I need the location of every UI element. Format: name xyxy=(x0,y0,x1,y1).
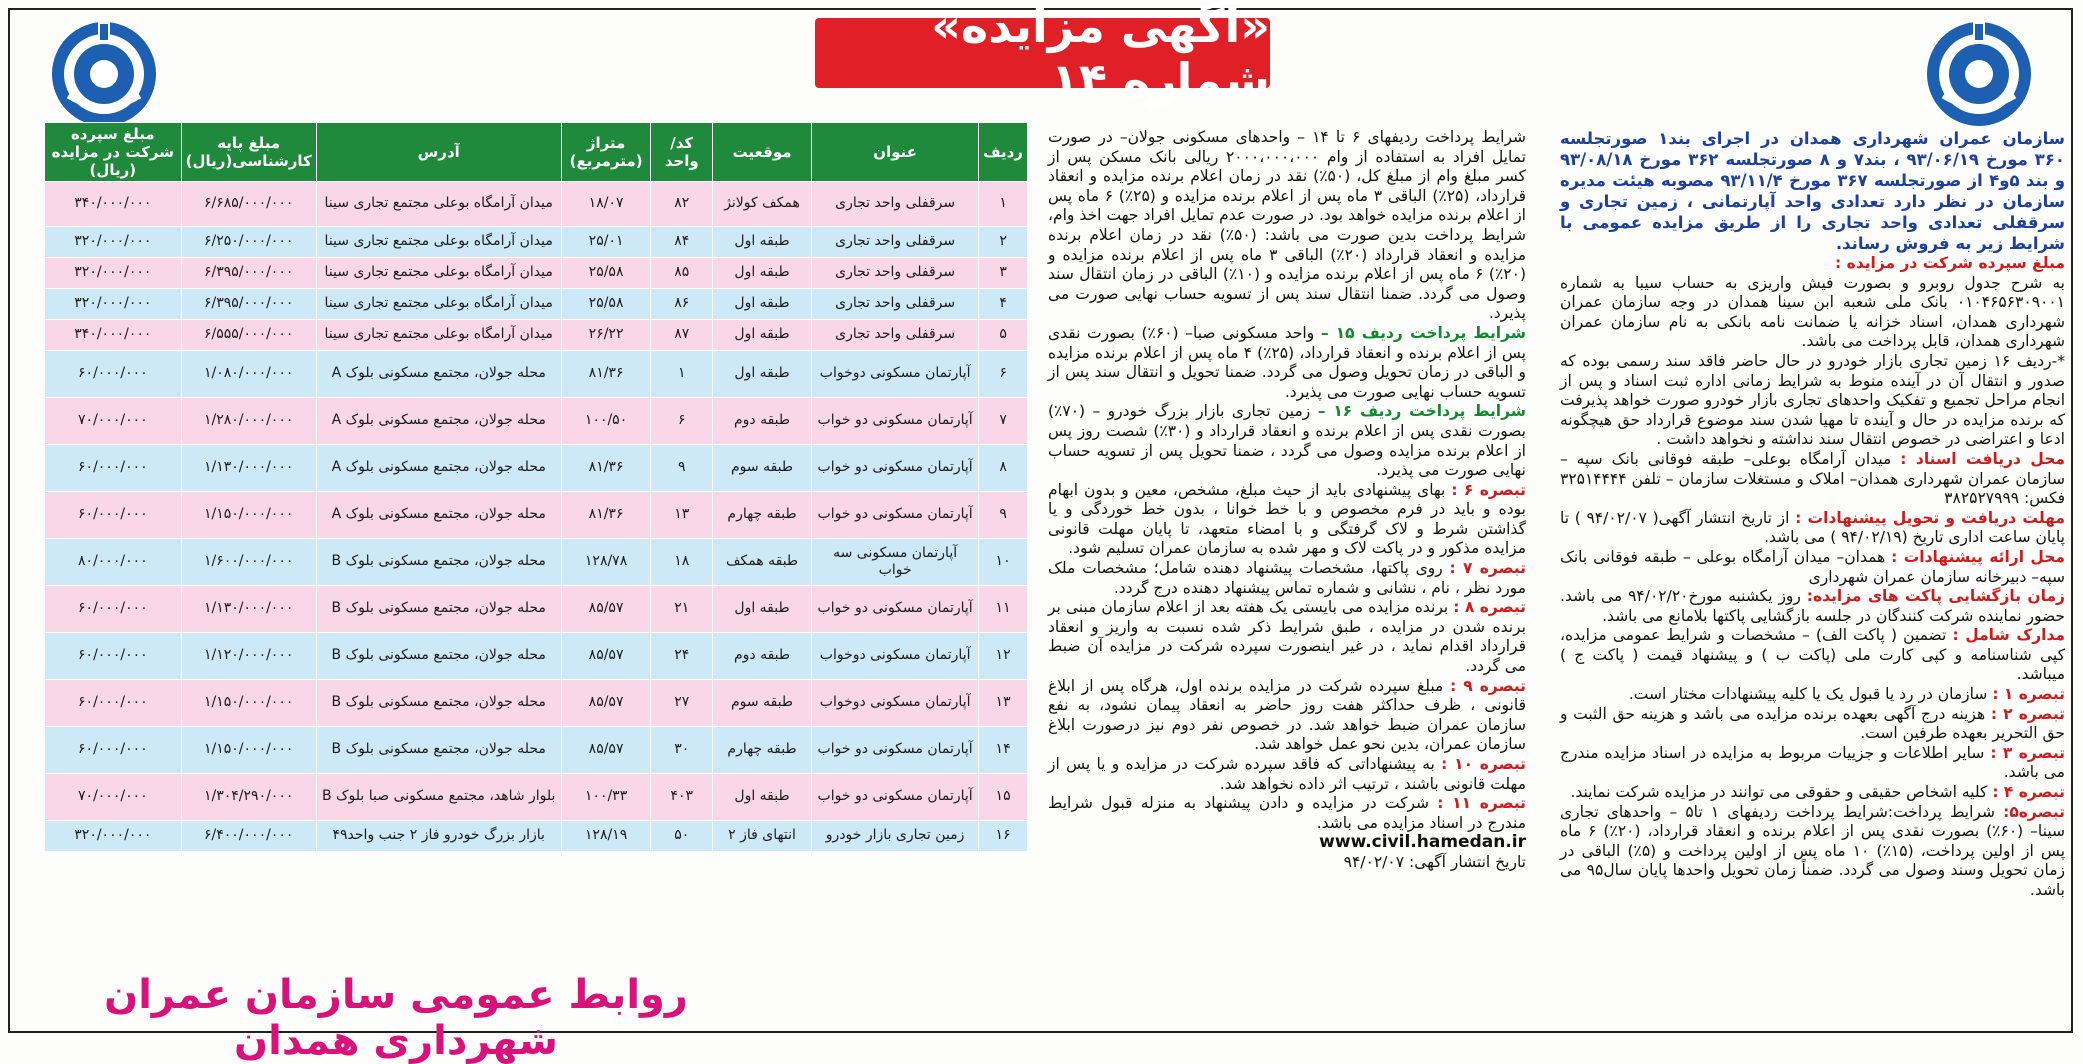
opening-heading: زمان بازگشایی پاکت های مزایده: xyxy=(1806,587,2065,606)
cell-area: ۲۵/۵۸ xyxy=(561,258,651,289)
publish-date-label: تاریخ انتشار آگهی: xyxy=(1409,852,1526,871)
cell-area: ۸۱/۳۶ xyxy=(561,445,651,492)
table-row xyxy=(45,398,1028,445)
cell-title: آپارتمان مسکونی دوخواب xyxy=(812,633,979,680)
cell-deposit: ۳۲۰/۰۰۰/۰۰۰ xyxy=(45,258,182,289)
cell-deposit: ۶۰/۰۰۰/۰۰۰ xyxy=(45,727,182,774)
cell-radif: ۱۱ xyxy=(979,586,1028,633)
table-row xyxy=(45,774,1028,821)
cell-location: طبقه سوم xyxy=(712,445,811,492)
note3-heading: تبصره ۳ : xyxy=(1990,743,2065,762)
cell-area: ۲۵/۰۱ xyxy=(561,227,651,258)
cell-location: انتهای فاز ۲ xyxy=(712,821,811,852)
header-deposit: مبلغ سپرده شرکت در مزایده (ریال) xyxy=(45,123,182,182)
cell-radif: ۲ xyxy=(979,227,1028,258)
cell-address: محله جولان، مجتمع مسکونی بلوک A xyxy=(316,492,561,539)
cell-deposit: ۳۲۰/۰۰۰/۰۰۰ xyxy=(45,821,182,852)
receive-docs-text: میدان آرامگاه بوعلی– طبقه فوقانی بانک سپه – سازمان عمران شهرداری همدان– املاک و مستغلات سازمان – تلفن ۳۲۵۱۴۴۴۴ فکس: ۳۸۲۵۲۷۹۹۹ xyxy=(1560,449,2065,508)
cell-deposit: ۶۰/۰۰۰/۰۰۰ xyxy=(45,445,182,492)
cell-deposit: ۳۲۰/۰۰۰/۰۰۰ xyxy=(45,227,182,258)
header-base-price: مبلغ پایه کارشناسی(ریال) xyxy=(181,123,316,182)
cell-base-price: ۱/۱۳۰/۰۰۰/۰۰۰ xyxy=(181,586,316,633)
cell-radif: ۱۰ xyxy=(979,539,1028,586)
cell-title: آپارتمان مسکونی دو خواب xyxy=(812,727,979,774)
cell-radif: ۱۶ xyxy=(979,821,1028,852)
deposit-heading: مبلغ سپرده شرکت در مزایده : xyxy=(1835,254,2065,272)
table-row xyxy=(45,680,1028,727)
cell-base-price: ۶/۳۹۵/۰۰۰/۰۰۰ xyxy=(181,289,316,320)
cell-base-price: ۶/۳۹۵/۰۰۰/۰۰۰ xyxy=(181,258,316,289)
note11-heading: تبصره ۱۱ : xyxy=(1437,794,1526,813)
cell-base-price: ۱/۱۵۰/۰۰۰/۰۰۰ xyxy=(181,680,316,727)
deadline-heading: مهلت دریافت و تحویل پیشنهادات : xyxy=(1795,508,2065,527)
cell-address: محله جولان، مجتمع مسکونی بلوک A xyxy=(316,398,561,445)
note4-text: کلیه اشخاص حقیقی و حقوقی می توانند در مزایده شرکت نمایند. xyxy=(1570,783,1988,802)
cell-address: بلوار شاهد، مجتمع مسکونی صبا بلوک B xyxy=(316,774,561,821)
cell-address: میدان آرامگاه بوعلی مجتمع تجاری سینا xyxy=(316,227,561,258)
cell-unit-code: ۱ xyxy=(651,351,712,398)
cell-title: سرقفلی واحد تجاری xyxy=(812,182,979,227)
header-area: متراژ (مترمربع) xyxy=(561,123,651,182)
deposit-text: به شرح جدول روبرو و بصورت فیش واریزی به حساب سیبا به شماره ۰۱۰۴۶۵۶۳۰۹۰۰۱ بانک ملی شعبه ابن سینا همدان در وجه سازمان عمران شهرداری همدان، اسناد خزانه یا ضمانت نامه بانکی به نام سازمان عمران شهرداری همدان، قابل پرداخت می باشد. xyxy=(1560,273,2065,351)
cell-location: طبقه اول xyxy=(712,258,811,289)
cell-radif: ۵ xyxy=(979,320,1028,351)
cell-area: ۱۲۸/۷۸ xyxy=(561,539,651,586)
cell-unit-code: ۱۸ xyxy=(651,539,712,586)
cell-base-price: ۱/۳۰۴/۲۹۰/۰۰۰ xyxy=(181,774,316,821)
cell-unit-code: ۲۴ xyxy=(651,633,712,680)
cell-unit-code: ۶ xyxy=(651,398,712,445)
cell-deposit: ۶۰/۰۰۰/۰۰۰ xyxy=(45,586,182,633)
payment-row15-text: واحد مسکونی صبا– (۶۰٪) بصورت نقدی پس از اعلام برنده و انعقاد قرارداد، (۲۵٪) ۴ ماه پس از اعلام برنده مزایده و الباقی در زمان تحویل وصول می گردد. ضمنا تحویل و انتقال سند پس از تسویه حساب نهایی صورت می پذیرد. xyxy=(1048,323,1526,401)
note4-heading: تبصره ۴ : xyxy=(1992,783,2065,802)
documents-text: تضمین ( پاکت الف) – مشخصات و شرایط عمومی مزایده، کپی شناسنامه و کپی کارت ملی (پاکت ب ) و پیشنهاد قیمت ( پاکت ج ) میباشد. xyxy=(1560,626,2065,684)
documents-heading: مدارک شامل : xyxy=(1952,626,2065,645)
cell-location: همکف کولانژ xyxy=(712,182,811,227)
table-header-row xyxy=(45,123,1028,182)
cell-title: آپارتمان مسکونی دو خواب xyxy=(812,398,979,445)
cell-area: ۸۵/۵۷ xyxy=(561,727,651,774)
cell-location: طبقه اول xyxy=(712,289,811,320)
cell-unit-code: ۱۳ xyxy=(651,492,712,539)
note11-text: شرکت در مزایده و دادن پیشنهاد به منزله قبول شرایط مندرج در اسناد مزایده می باشد. xyxy=(1048,794,1526,832)
cell-address: میدان آرامگاه بوعلی مجتمع تجاری سینا xyxy=(316,182,561,227)
cell-base-price: ۶/۵۵۵/۰۰۰/۰۰۰ xyxy=(181,320,316,351)
cell-unit-code: ۴۰۳ xyxy=(651,774,712,821)
cell-radif: ۷ xyxy=(979,398,1028,445)
cell-unit-code: ۸۷ xyxy=(651,320,712,351)
cell-title: آپارتمان مسکونی دو خواب xyxy=(812,445,979,492)
cell-title: آپارتمان مسکونی دو خواب xyxy=(812,492,979,539)
cell-unit-code: ۸۶ xyxy=(651,289,712,320)
note8-heading: تبصره ۸ : xyxy=(1453,598,1526,617)
cell-title: زمین تجاری بازار خودرو xyxy=(812,821,979,852)
cell-base-price: ۱/۱۳۰/۰۰۰/۰۰۰ xyxy=(181,445,316,492)
cell-title: آپارتمان مسکونی دو خواب xyxy=(812,774,979,821)
cell-title: سرقفلی واحد تجاری xyxy=(812,289,979,320)
cell-area: ۱۰۰/۵۰ xyxy=(561,398,651,445)
ad-title: «آگهی مزایده» شماره ۱۴ xyxy=(815,18,1270,88)
note5-heading: تبصره۵: xyxy=(2003,802,2065,821)
note9-heading: تبصره ۹ : xyxy=(1449,676,1526,695)
cell-title: آپارتمان مسکونی دوخواب xyxy=(812,351,979,398)
header-unit-code: کد/ واحد xyxy=(651,123,712,182)
cell-radif: ۸ xyxy=(979,445,1028,492)
note1-text: سازمان در رد یا قبول یک یا کلیه پیشنهادات مختار است. xyxy=(1628,685,1988,704)
table-row xyxy=(45,289,1028,320)
cell-location: طبقه اول xyxy=(712,351,811,398)
header-location: موقعیت xyxy=(712,123,811,182)
table-row xyxy=(45,633,1028,680)
cell-location: طبقه اول xyxy=(712,227,811,258)
cell-area: ۸۱/۳۶ xyxy=(561,351,651,398)
cell-location: طبقه چهارم xyxy=(712,727,811,774)
cell-area: ۸۵/۵۷ xyxy=(561,633,651,680)
cell-area: ۱۸/۰۷ xyxy=(561,182,651,227)
cell-deposit: ۳۴۰/۰۰۰/۰۰۰ xyxy=(45,320,182,351)
cell-area: ۱۰۰/۳۳ xyxy=(561,774,651,821)
cell-base-price: ۱/۶۰۰/۰۰۰/۰۰۰ xyxy=(181,539,316,586)
cell-radif: ۱۳ xyxy=(979,680,1028,727)
cell-address: محله جولان، مجتمع مسکونی بلوک B xyxy=(316,727,561,774)
note2-heading: تبصره ۲ : xyxy=(1990,704,2065,723)
note10-text: به پیشنهاداتی که فاقد سپرده شرکت در مزایده و یا پس از مهلت قانونی باشند ، ترتیب اثر داده نخواهد شد. xyxy=(1048,755,1526,793)
note7-text: روی پاکتها، مشخصات پیشنهاد دهنده شامل؛ مشخصات ملک مورد نظر ، نام ، نشانی و شماره تماس پیشنهاد دهنده درج گردد. xyxy=(1048,559,1526,597)
cell-base-price: ۱/۰۸۰/۰۰۰/۰۰۰ xyxy=(181,351,316,398)
cell-location: طبقه سوم xyxy=(712,680,811,727)
cell-location: طبقه دوم xyxy=(712,633,811,680)
cell-unit-code: ۵۰ xyxy=(651,821,712,852)
cell-address: محله جولان، مجتمع مسکونی بلوک B xyxy=(316,539,561,586)
cell-deposit: ۷۰/۰۰۰/۰۰۰ xyxy=(45,398,182,445)
table-row xyxy=(45,539,1028,586)
cell-location: طبقه اول xyxy=(712,320,811,351)
cell-address: محله جولان، مجتمع مسکونی بلوک A xyxy=(316,445,561,492)
payment-row16-text: زمین تجاری بازار بزرگ خودرو – (۷۰٪) بصورت نقدی پس از اعلام برنده و انعقاد قرارداد و (۳۰٪) شصت روز پس از اعلام برنده مزایده وصول می گردد ، ضمنا تحویل پس از تسویه حساب نهایی صورت می پذیرد. xyxy=(1048,402,1526,480)
cell-address: محله جولان، مجتمع مسکونی بلوک B xyxy=(316,633,561,680)
table-row xyxy=(45,258,1028,289)
cell-unit-code: ۹ xyxy=(651,445,712,492)
cell-deposit: ۷۰/۰۰۰/۰۰۰ xyxy=(45,774,182,821)
payment-rows-6-14: شرایط پرداخت ردیفهای ۶ تا ۱۴ – واحدهای مسکونی جولان– در صورت تمایل افراد به استفاده از وام ۲۰۰۰،۰۰۰،۰۰۰ ریالی بانک مسکن پس از کسر مبلغ وام از مبلغ کل، (۵۰٪) نقد در زمان اعلام برنده مزایده و انعقاد قرارداد، (۲۵٪) الباقی ۳ ماه پس از اعلام برنده مزایده و (۲۵٪) ۶ ماه پس از اعلام برنده مزایده خواهد بود. در صورت عدم تمایل افراد جهت اخذ وام، شرایط پرداخت بدین صورت می باشد: (۵۰٪) نقد در زمان اعلام برنده مزایده و انعقاد قرارداد (۲۰٪) الباقی ۳ ماه پس از اعلام برنده مزایده و (۲۰٪) ۶ ماه پس از اعلام برنده مزایده و (۱۰٪) الباقی در زمان انتقال سند وصول می گردد. ضمنا انتقال سند پس از تسویه حساب نهایی صورت می پذیرد. xyxy=(1048,128,1527,323)
cell-area: ۲۶/۲۲ xyxy=(561,320,651,351)
publish-date-value: ۹۴/۰۲/۰۷ xyxy=(1343,852,1405,871)
cell-base-price: ۶/۶۸۵/۰۰۰/۰۰۰ xyxy=(181,182,316,227)
cell-deposit: ۶۰/۰۰۰/۰۰۰ xyxy=(45,492,182,539)
note3-text: سایر اطلاعات و جزییات مربوط به مزایده در اسناد مزایده مندرج می باشد. xyxy=(1560,743,2065,782)
cell-location: طبقه دوم xyxy=(712,398,811,445)
cell-unit-code: ۲۷ xyxy=(651,680,712,727)
payment-row15-heading: شرایط پرداخت ردیف ۱۵ – xyxy=(1320,323,1526,342)
header-title: عنوان xyxy=(812,123,979,182)
cell-base-price: ۱/۱۲۰/۰۰۰/۰۰۰ xyxy=(181,633,316,680)
cell-title: سرقفلی واحد تجاری xyxy=(812,227,979,258)
cell-base-price: ۱/۱۵۰/۰۰۰/۰۰۰ xyxy=(181,492,316,539)
submit-place-heading: محل ارائه پیشنهادات : xyxy=(1891,547,2065,566)
cell-deposit: ۶۰/۰۰۰/۰۰۰ xyxy=(45,351,182,398)
cell-location: طبقه همکف xyxy=(712,539,811,586)
cell-unit-code: ۸۵ xyxy=(651,258,712,289)
cell-radif: ۶ xyxy=(979,351,1028,398)
cell-radif: ۱۲ xyxy=(979,633,1028,680)
conditions-column-right xyxy=(1560,128,2065,901)
note5-text: شرایط پرداخت:شرایط پرداخت ردیفهای ۱ تا۵ – واحدهای تجاری سینا– (۶۰٪) بصورت نقدی پس از اعلام برنده و انعقاد قرارداد، (۲۰٪) ۶ ماه پس از اولین پرداخت، (۱۵٪) ۱۰ ماه پس از اولین پرداخت و (۵٪) الباقی در زمان تحویل وسند وصول می گردد. ضمناً زمان تحویل واحدها پایان سال۹۵ می باشد. xyxy=(1560,802,2066,899)
cell-address: محله جولان، مجتمع مسکونی بلوک B xyxy=(316,680,561,727)
cell-radif: ۹ xyxy=(979,492,1028,539)
cell-area: ۸۱/۳۶ xyxy=(561,492,651,539)
cell-address: میدان آرامگاه بوعلی مجتمع تجاری سینا xyxy=(316,258,561,289)
cell-base-price: ۱/۱۵۰/۰۰۰/۰۰۰ xyxy=(181,727,316,774)
cell-radif: ۴ xyxy=(979,289,1028,320)
cell-deposit: ۳۴۰/۰۰۰/۰۰۰ xyxy=(45,182,182,227)
table-row xyxy=(45,492,1028,539)
cell-unit-code: ۸۲ xyxy=(651,182,712,227)
cell-area: ۲۵/۵۸ xyxy=(561,289,651,320)
deadline-text: از تاریخ انتشار آگهی( ۹۴/۰۲/۰۷ ) تا پایان ساعت اداری تاریخ (۹۴/۰۲/۱۹ ) می باشد. xyxy=(1560,508,2065,547)
cell-address: بازار بزرگ خودرو فاز ۲ جنب واحد۴۹ xyxy=(316,821,561,852)
cell-unit-code: ۲۱ xyxy=(651,586,712,633)
cell-address: محله جولان، مجتمع مسکونی بلوک B xyxy=(316,586,561,633)
organization-logo-icon xyxy=(48,18,160,130)
cell-address: محله جولان، مجتمع مسکونی بلوک A xyxy=(316,351,561,398)
cell-radif: ۱۴ xyxy=(979,727,1028,774)
cell-address: میدان آرامگاه بوعلی مجتمع تجاری سینا xyxy=(316,320,561,351)
website-link[interactable]: www.civil.hamedan.ir xyxy=(1319,832,1526,853)
payment-row16-heading: شرایط پرداخت ردیف ۱۶ – xyxy=(1317,402,1526,421)
cell-base-price: ۶/۴۰۰/۰۰۰/۰۰۰ xyxy=(181,821,316,852)
header-address: آدرس xyxy=(316,123,561,182)
cell-unit-code: ۸۴ xyxy=(651,227,712,258)
cell-location: طبقه چهارم xyxy=(712,492,811,539)
note1-heading: تبصره ۱ : xyxy=(1992,685,2065,704)
note8-text: برنده مزایده می بایستی یک هفته بعد از اعلام سازمان مبنی بر برنده شدن در مزایده ، طبق شرایط ذکر شده نسبت به واریز و انعقاد قرارداد اقدام نماید ، در غیر اینصورت سپرده شرکت در مزایده آن ضبط می گردد. xyxy=(1048,598,1526,676)
cell-location: طبقه اول xyxy=(712,586,811,633)
note9-text: مبلغ سپرده شرکت در مزایده برنده اول، هرگاه پس از ابلاغ قانونی ، ظرف حداکثر هفت روز حاضر به انعقاد پیمان نشود، به نفع سازمان عمران ضبط خواهد شد. در خصوص نفر دوم نیز درصورت ابلاغ سازمان عمران، بدین نحو عمل خواهد شد. xyxy=(1048,676,1526,754)
cell-base-price: ۱/۲۸۰/۰۰۰/۰۰۰ xyxy=(181,398,316,445)
cell-area: ۸۵/۵۷ xyxy=(561,586,651,633)
table-row xyxy=(45,227,1028,258)
cell-unit-code: ۳۰ xyxy=(651,727,712,774)
cell-address: میدان آرامگاه بوعلی مجتمع تجاری سینا xyxy=(316,289,561,320)
cell-radif: ۱۵ xyxy=(979,774,1028,821)
cell-radif: ۳ xyxy=(979,258,1028,289)
cell-deposit: ۶۰/۰۰۰/۰۰۰ xyxy=(45,633,182,680)
lead-paragraph: سازمان عمران شهرداری همدان در اجرای بند۱ صورتجلسه ۳۶۰ مورخ ۹۳/۰۶/۱۹ ، بند۷ و ۸ صورتجلسه ۳۶۲ مورخ ۹۳/۰۸/۱۸ و بند ۵و۴ از صورتجلسه ۳۶۷ مورخ ۹۳/۱۱/۴ مصوبه هیئت مدیره سازمان در نظر دارد تعدادی واحد آپارتمانی ، زمین تجاری و سرقفلی تعدادی واحد تجاری را از طریق مزایده عمومی با شرایط زیر به فروش رساند. xyxy=(1560,129,2065,253)
cell-base-price: ۶/۲۵۰/۰۰۰/۰۰۰ xyxy=(181,227,316,258)
cell-location: طبقه اول xyxy=(712,774,811,821)
table-row xyxy=(45,320,1028,351)
header-radif: ردیف xyxy=(979,123,1028,182)
cell-area: ۱۲۸/۱۹ xyxy=(561,821,651,852)
cell-title: سرقفلی واحد تجاری xyxy=(812,320,979,351)
cell-title: آپارتمان مسکونی دوخواب xyxy=(812,680,979,727)
note6-heading: تبصره ۶ : xyxy=(1451,480,1526,499)
footer-public-relations: روابط عمومی سازمان عمران شهرداری همدان xyxy=(104,972,688,1064)
note6-text: بهای پیشنهادی باید از حیث مبلغ، مشخص، معین و بدون ابهام بوده و باید در فرم مخصوص و با خط خوانا ، بدون خط خوردگی و یا گذاشتن شرط و لاک گرفتگی و با امضاء متعهد، تا پایان مهلت قانونی مزایده مذکور و در پاکت لاک و مهر شده به سازمان عمران تسلیم شود. xyxy=(1048,480,1526,558)
receive-docs-heading: محل دریافت اسناد : xyxy=(1900,449,2065,468)
table-row xyxy=(45,351,1028,398)
submit-place-text: همدان– میدان آرامگاه بوعلی – طبقه فوقانی بانک سپه– دبیرخانه سازمان عمران شهرداری xyxy=(1560,547,2065,586)
cell-title: سرقفلی واحد تجاری xyxy=(812,258,979,289)
cell-area: ۸۵/۵۷ xyxy=(561,680,651,727)
table-row xyxy=(45,821,1028,852)
auction-table xyxy=(44,122,1028,852)
conditions-column-middle xyxy=(1048,128,1526,873)
note2-text: هزینه درج آگهی بعهده برنده مزایده می باشد و هزینه حق الثبت و حق التحریر بعهده طرفین است. xyxy=(1560,704,2065,743)
table-row xyxy=(45,445,1028,492)
row16-note: *-ردیف ۱۶ زمین تجاری بازار خودرو در حال حاضر فاقد سند رسمی بوده که صدور و انتقال آن در آینده منوط به شرایط زمانی اداره ثبت اسناد و پس از انجام مراحل تجمیع و تفکیک واحدهای تجاری بازار خودرو صورت خواهد پذیرفت که برنده مزایده در حال و آینده تا مهیا شدن سند موضوع قرارداد حق هیچگونه ادعا و اعتراضی در خصوص انتقال سند نداشته و نخواهد داشت . xyxy=(1560,351,2065,449)
opening-text: روز یکشنبه مورخ۹۴/۰۲/۲۰ می باشد. حضور نماینده شرکت کنندگان در جلسه بازگشایی پاکتها بلامانع می باشد. xyxy=(1560,587,2065,625)
cell-title: آپارتمان مسکونی سه خواب xyxy=(812,539,979,586)
cell-title: آپارتمان مسکونی دو خواب xyxy=(812,586,979,633)
table-row xyxy=(45,727,1028,774)
organization-logo-icon xyxy=(1923,18,2035,130)
cell-deposit: ۳۲۰/۰۰۰/۰۰۰ xyxy=(45,289,182,320)
cell-deposit: ۸۰/۰۰۰/۰۰۰ xyxy=(45,539,182,586)
cell-deposit: ۶۰/۰۰۰/۰۰۰ xyxy=(45,680,182,727)
table-row xyxy=(45,586,1028,633)
cell-radif: ۱ xyxy=(979,182,1028,227)
table-row xyxy=(45,182,1028,227)
note7-heading: تبصره ۷ : xyxy=(1449,559,1526,578)
note10-heading: تبصره ۱۰ : xyxy=(1441,755,1526,773)
